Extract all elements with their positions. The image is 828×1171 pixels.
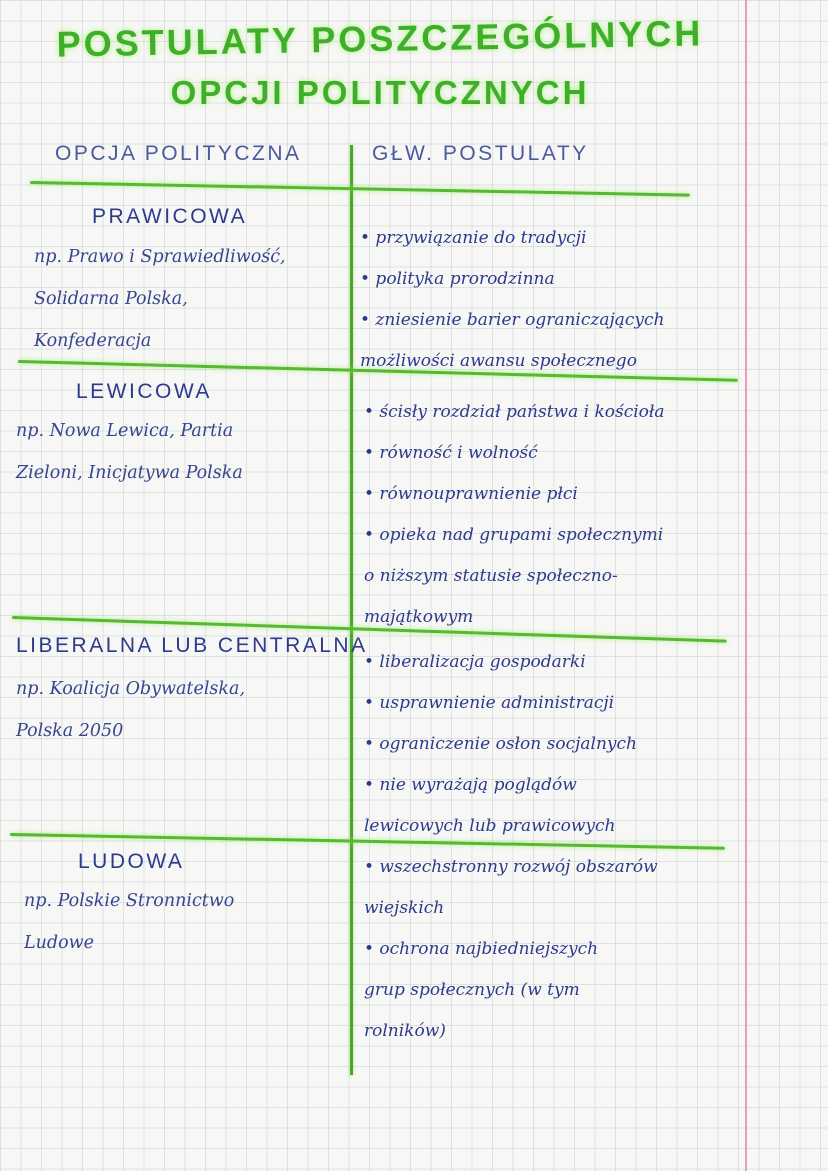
postulate-item: możliwości awansu społecznego (360, 351, 637, 371)
postulate-item: • ochrona najbiedniejszych (364, 939, 599, 959)
header-opcja-polityczna: OPCJA POLITYCZNA (55, 142, 302, 165)
postulates-prawicowa (360, 218, 664, 382)
postulate-item: rolników) (364, 1021, 446, 1041)
option-examples-liberalna: np. Koalicja Obywatelska, Polska 2050 (16, 679, 246, 741)
postulate-item: grup społecznych (w tym (364, 980, 580, 1000)
postulate-item: lewicowych lub prawicowych (364, 816, 616, 836)
option-name-prawicowa: PRAWICOWA (92, 205, 248, 228)
option-examples-ludowa: np. Polskie Stronnictwo Ludowe (24, 891, 235, 953)
postulate-item: o niższym statusie społeczno- (364, 566, 618, 586)
postulate-item: • polityka prorodzinna (360, 269, 555, 289)
postulate-item: • wszechstronny rozwój obszarów (364, 857, 658, 877)
table-header-divider (30, 181, 690, 197)
postulates-ludowa (364, 847, 658, 1052)
option-examples-prawicowa: np. Prawo i Sprawiedliwość, Solidarna Polska, Konfederacja (34, 247, 286, 351)
postulate-item: • nie wyrażają poglądów (364, 775, 577, 795)
postulate-item: • przywiązanie do tradycji (360, 228, 587, 248)
postulate-item: • równouprawnienie płci (364, 484, 578, 504)
postulate-item: • równość i wolność (364, 443, 538, 463)
option-name-lewicowa: LEWICOWA (76, 380, 212, 403)
postulate-item: • ograniczenie osłon socjalnych (364, 734, 637, 754)
postulates-liberalna (364, 642, 637, 847)
postulate-item: majątkowym (364, 607, 474, 627)
title-line-2: OPCJI POLITYCZNYCH (170, 74, 590, 111)
postulate-item: • zniesienie barier ograniczających (360, 310, 665, 330)
option-examples-lewicowa: np. Nowa Lewica, Partia Zieloni, Inicjatywa Polska (16, 421, 243, 483)
postulate-item: • opieka nad grupami społecznymi (364, 525, 664, 545)
postulates-lewicowa (364, 392, 665, 638)
postulate-item: • usprawnienie administracji (364, 693, 615, 713)
option-name-ludowa: LUDOWA (78, 850, 185, 873)
postulate-item: wiejskich (364, 898, 445, 918)
postulate-item: • liberalizacja gospodarki (364, 652, 586, 672)
postulate-item: • ścisły rozdział państwa i kościoła (364, 402, 665, 422)
title-line-1: POSTULATY POSZCZEGÓLNYCH (56, 12, 704, 65)
margin-line (745, 0, 747, 1171)
table-column-divider (350, 145, 353, 1075)
option-name-liberalna: LIBERALNA LUB CENTRALNA (16, 634, 368, 657)
header-postulaty: GŁW. POSTULATY (372, 142, 589, 165)
